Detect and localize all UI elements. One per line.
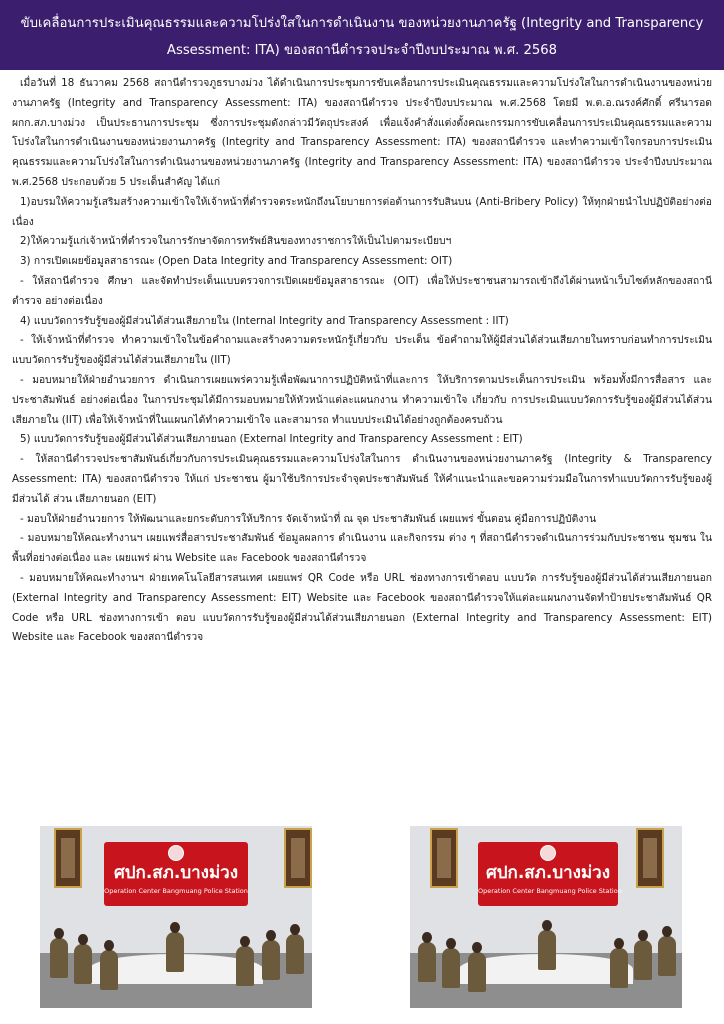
portrait-frame (284, 828, 312, 888)
item-1: 1)อบรมให้ความรู้เสริมสร้างความเข้าใจให้เจ้าหน้าที่ตำรวจตระหนักถึงนโยบายการต่อต้านการรับสินบน (Anti-Bribery Policy) ให้ทุกฝ่ายนำไปปฏิบัติอย่างต่อเนื่อง (12, 195, 712, 228)
officer-figure (74, 944, 92, 984)
officer-figure (50, 938, 68, 978)
item-4-detail-a: - ให้เจ้าหน้าที่ตำรวจ ทำความเข้าใจในข้อคำถามและสร้างความตระหนักรู้เกี่ยวกับ ประเด็น ข้อคำถามให้ผู้มีส่วนได้ส่วนเสียภายในทราบก่อนทำการประเมินแบบวัดการรับรู้ของผู้มีส่วนได้ส่วนเสียภายใน (IIT) (12, 334, 712, 367)
item-4: 4) แบบวัดการรับรู้ของผู้มีส่วนได้ส่วนเสียภายใน (Internal Integrity and Transparency Assessment : IIT) (20, 314, 509, 327)
officer-figure (442, 948, 460, 988)
portrait-frame (430, 828, 458, 888)
police-emblem-icon (540, 845, 556, 861)
item-5: 5) แบบวัดการรับรู้ของผู้มีส่วนได้ส่วนเสียภายนอก (External Integrity and Transparency Assessment : EIT) (20, 433, 523, 446)
officer-figure (100, 950, 118, 990)
item-5-detail-c: - มอบหมายให้คณะทำงานฯ เผยแพร่สื่อสารประชาสัมพันธ์ ข้อมูลผลการ ดำเนินงาน และกิจกรรม ต่าง ๆ ที่สถานีตำรวจดำเนินการร่วมกับประชาชน ชุมชน ในพื้นที่อย่างต่อเนื่อง และ เผยแพร่ ผ่าน Website และ Facebook ของสถานีตำรวจ (12, 532, 712, 565)
operation-center-banner (104, 842, 248, 906)
officer-figure (418, 942, 436, 982)
banner-subtitle: Operation Center Bangmuang Police Station (104, 887, 248, 895)
officer-figure (610, 948, 628, 988)
header-title-line-1: ขับเคลื่อนการประเมินคุณธรรมและความโปร่งใสในการดำเนินงาน ของหน่วยงานภาครัฐ (Integrity and Transparency (20, 16, 704, 31)
portrait-frame (636, 828, 664, 888)
item-5-detail-a: - ให้สถานีตำรวจประชาสัมพันธ์เกี่ยวกับการประเมินคุณธรรมและความโปร่งใสในการ ดำเนินงานของหน่วยงานภาครัฐ (Integrity & Transparency Assessment: ITA) ของสถานีตำรวจ ให้แก่ ประชาชน ผู้มาใช้บริการประจำจุดประชาสัมพันธ์ ให้คำแนะนำและขอความร่วมมือในการทำแบบวัดการรับรู้ของผู้ มีส่วนได้ ส่วน เสียภายนอก (EIT) (12, 453, 712, 505)
officer-figure (262, 940, 280, 980)
photo-gallery (0, 826, 724, 1010)
officer-figure (538, 930, 556, 970)
item-5-detail-d: - มอบหมายให้คณะทำงานฯ ฝ่ายเทคโนโลยีสารสนเทศ เผยแพร่ QR Code หรือ URL ช่องทางการเข้าตอบ แบบวัด การรับรู้ของผู้มีส่วนได้ส่วนเสียภายนอก (External Integrity and Transparency Assessment: EIT) Website และ Facebook ของสถานีตำรวจให้แต่ละแผนกงานจัดทำป้ายประชาสัมพันธ์ QR Code หรือ URL ช่องทางการเข้า ตอบ แบบวัดการรับรู้ของผู้มีส่วนได้ส่วนเสียภายนอก (External Integrity and Transparency Assessment: EIT) Website และ Facebook ของสถานีตำรวจ (12, 571, 712, 644)
police-emblem-icon (168, 845, 184, 861)
article-body (12, 74, 712, 648)
officer-figure (236, 946, 254, 986)
intro-paragraph: เมื่อวันที่ 18 ธันวาคม 2568 สถานีตำรวจภูธรบางม่วง ได้ดำเนินการประชุมการขับเคลื่อนการประเมินคุณธรรมและความโปร่งใสในการดำเนินงานของหน่วยงานภาครัฐ (Integrity and Transparency Assessment: ITA) ของสถานีตำรวจ ประจำปีงบประมาณ พ.ศ.2568 โดยมี พ.ต.อ.ณรงค์ศักดิ์ ศรีนารอด ผกก.สภ.บางม่วง เป็นประธานการประชุม ซึ่งการประชุมดังกล่าวมีวัตถุประสงค์ เพื่อแจ้งคำสั่งแต่งตั้งคณะกรรมการขับเคลื่อนการประเมินคุณธรรมและความโปร่งใสในการดำเนินงานของหน่วยงานภาครัฐ (Integrity and Transparency Assessment: ITA) ของสถานีตำรวจ และทำความเข้าใจกรอบการประเมินคุณธรรมและความโปร่งใสในการดำเนินงานของหน่วยงานภาครัฐ (Integrity and Transparency Assessment: ITA) ของสถานีตำรวจ ประจำปีงบประมาณ พ.ศ.2568 ประกอบด้วย 5 ประเด็นสำคัญ ได้แก่ (12, 77, 712, 188)
header-title-line-2: Assessment: ITA) ของสถานีตำรวจประจำปีงบประมาณ พ.ศ. 2568 (166, 43, 558, 58)
meeting-photo-right (410, 826, 682, 1008)
officer-figure (166, 932, 184, 972)
officer-figure (468, 952, 486, 992)
banner-subtitle: Operation Center Bangmuang Police Station (478, 887, 622, 895)
item-5-detail-b: - มอบให้ฝ่ายอำนวยการ ให้พัฒนาและยกระดับการให้บริการ จัดเจ้าหน้าที่ ณ จุด ประชาสัมพันธ์ เผยแพร่ ขั้นตอน คู่มือการปฏิบัติงาน (20, 512, 597, 525)
officer-figure (658, 936, 676, 976)
operation-center-banner (478, 842, 622, 906)
officer-figure (634, 940, 652, 980)
item-3: 3) การเปิดเผยข้อมูลสาธารณะ (Open Data Integrity and Transparency Assessment: OIT) (20, 255, 453, 268)
banner-title: ศปก.สภ.บางม่วง (113, 863, 239, 883)
portrait-frame (54, 828, 82, 888)
meeting-photo-left (40, 826, 312, 1008)
item-2: 2)ให้ความรู้แก่เจ้าหน้าที่ตำรวจในการรักษาจัดการทรัพย์สินของทางราชการให้เป็นไปตามระเบียบฯ (20, 235, 452, 248)
page-header (0, 0, 724, 70)
banner-title: ศปก.สภ.บางม่วง (485, 863, 611, 883)
item-4-detail-b: - มอบหมายให้ฝ่ายอำนวยการ ดำเนินการเผยแพร่ความรู้เพื่อพัฒนาการปฏิบัติหน้าที่และการ ให้บริการตามประเด็นการประเมิน พร้อมทั้งมีการสื่อสาร และประชาสัมพันธ์ อย่างต่อเนื่อง ในการประชุมได้มีการมอบหมายให้หัวหน้าแต่ละแผนกงาน ทำความเข้าใจ เกี่ยวกับ การประเมินแบบวัดการรับรู้ของผู้มีส่วนได้ส่วนเสียภายใน (IIT) เพื่อให้เจ้าหน้าที่ในแผนกได้ทำความเข้าใจ และสามารถ ทำแบบประเมินได้อย่างถูกต้องครบถ้วน (12, 373, 712, 426)
item-3-detail: - ให้สถานีตำรวจ ศึกษา และจัดทำประเด็นแบบตรวจการเปิดเผยข้อมูลสาธารณะ (OIT) เพื่อให้ประชาชนสามารถเข้าถึงได้ผ่านหน้าเว็บไซต์หลักของสถานีตำรวจ อย่างต่อเนื่อง (12, 274, 712, 307)
officer-figure (286, 934, 304, 974)
